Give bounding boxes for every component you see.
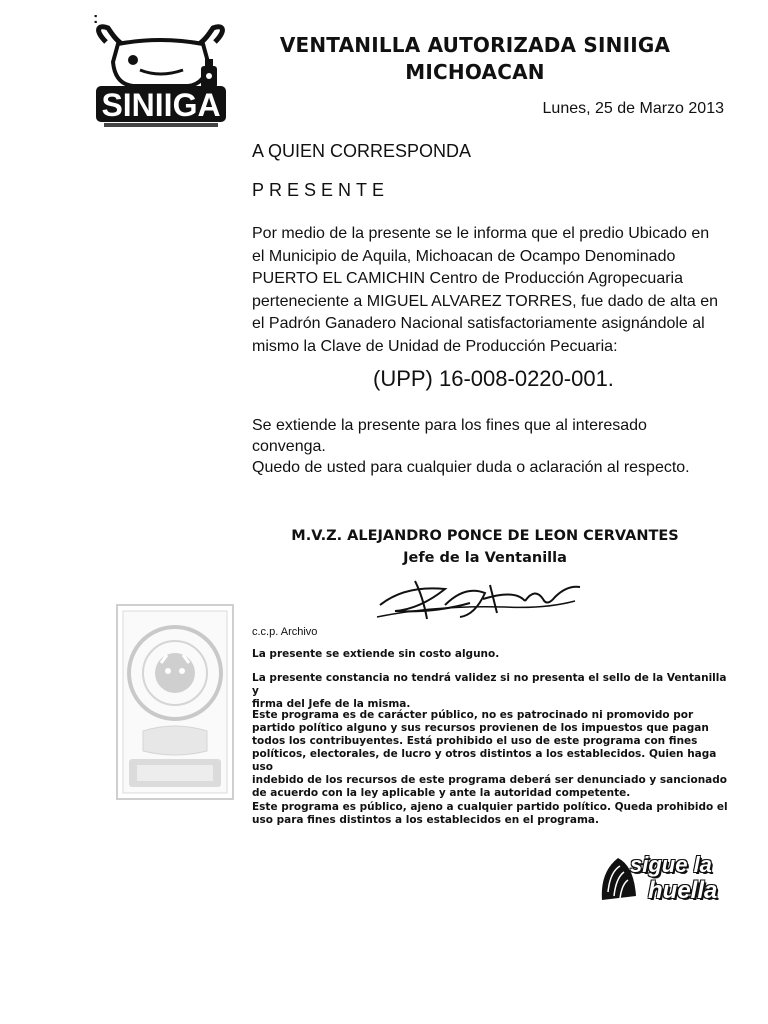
note-line: uso para fines distintos a los establecidos en el programa. — [252, 814, 599, 826]
closing-line: convenga. — [252, 438, 326, 455]
sigue-la-huella-logo — [598, 850, 728, 910]
salutation: A QUIEN CORRESPONDA — [252, 141, 472, 161]
note-validity — [252, 672, 732, 711]
closing-line: Se extiende la presente para los fines que al interesado — [252, 417, 647, 434]
signer-role: Jefe de la Ventanilla — [403, 550, 567, 566]
note-line: partido político alguno y sus recursos provienen de los impuestos que pagan — [252, 722, 709, 734]
note-line: La presente constancia no tendrá validez si no presenta el sello de la Ventanilla y — [252, 672, 727, 697]
logo-word-huella: huella — [648, 877, 718, 904]
closing-paragraph — [252, 415, 732, 478]
body-line: el Padrón Ganadero Nacional satisfactoriamente asignándole al — [252, 315, 705, 332]
document-title-line2: MICHOACAN — [405, 60, 545, 84]
corner-mark: : — [93, 10, 99, 27]
note-political — [252, 801, 732, 827]
body-line: el Municipio de Aquila, Michoacan de Ocampo Denominado — [252, 247, 676, 265]
ccp-archivo: c.c.p. Archivo — [252, 626, 318, 638]
body-line: mismo la Clave de Unidad de Producción Pecuaria: — [252, 337, 618, 355]
note-public-program — [252, 709, 732, 800]
document-title-line1: VENTANILLA AUTORIZADA SINIIGA — [279, 33, 671, 57]
siniiga-logo — [88, 22, 233, 132]
closing-line: Quedo de usted para cualquier duda o aclaración al respecto. — [252, 459, 690, 476]
body-line: Por medio de la presente se le informa que el predio Ubicado en — [252, 225, 710, 242]
signer-name: M.V.Z. ALEJANDRO PONCE DE LEON CERVANTES — [291, 528, 679, 544]
note-line: políticos, electorales, de lucro y otros distintos a los establecidos. Quien haga uso — [252, 748, 717, 773]
logo-text: SINIIGA — [101, 87, 221, 123]
note-line: Este programa es público, ajeno a cualquier partido político. Queda prohibido el — [252, 801, 728, 813]
body-line: PUERTO EL CAMICHIN Centro de Producción Agropecuaria — [252, 270, 684, 287]
document-date: Lunes, 25 de Marzo 2013 — [542, 100, 724, 117]
note-line: Este programa es de carácter público, no es patrocinado ni promovido por — [252, 709, 694, 721]
note-line: indebido de los recursos de este programa deberá ser denunciado y sancionado — [252, 774, 727, 786]
body-line: perteneciente a MIGUEL ALVAREZ TORRES, fue dado de alta en — [252, 292, 719, 310]
logo-word-sigue-la: sigue la — [630, 852, 712, 877]
handwritten-signature — [375, 575, 590, 623]
note-line: firma del Jefe de la misma. — [252, 698, 411, 710]
note-line: de acuerdo con la ley aplicable y ante la autoridad competente. — [252, 787, 631, 799]
note-no-cost: La presente se extiende sin costo alguno. — [252, 648, 500, 660]
upp-code: (UPP) 16-008-0220-001. — [373, 366, 614, 391]
official-stamp — [115, 603, 235, 801]
presente-heading: PRESENTE — [252, 180, 390, 200]
note-line: todos los contribuyentes. Está prohibido el uso de este programa con fines — [252, 735, 698, 747]
body-paragraph — [252, 223, 732, 358]
